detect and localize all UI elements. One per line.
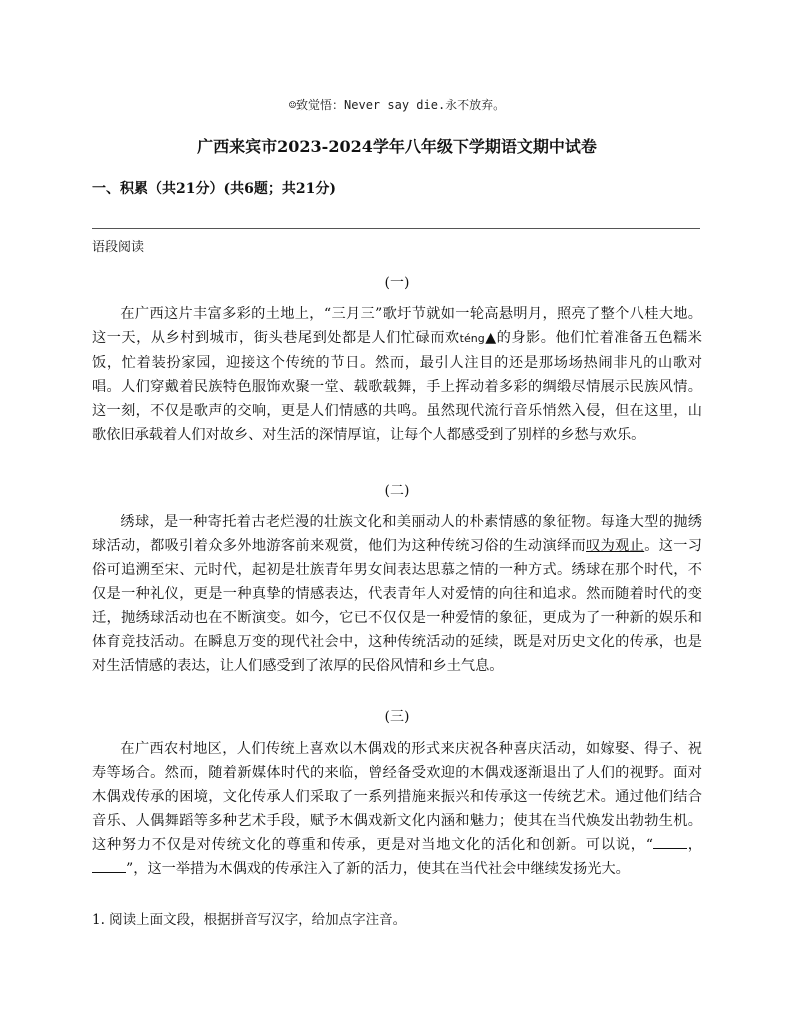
paragraph-1 <box>92 302 702 447</box>
question-1: 1. 阅读上面文段，根据拼音写汉字，给加点字注音。 <box>92 912 407 928</box>
motto-line: ☺致觉悟：Never say die.永不放弃。 <box>288 98 506 112</box>
section-heading: 一、积累（共21分）(共6题；共21分) <box>92 181 336 197</box>
part-number-3: (三) <box>384 709 410 725</box>
page-title: 广西来宾市2023-2024学年八年级下学期语文期中试卷 <box>197 137 597 156</box>
paragraph-3-text-b: ”，这一举措为木偶戏的传承注入了新的活力，使其在当代社会中继续发扬光大。 <box>126 861 630 877</box>
fill-blank-2[interactable] <box>92 858 126 873</box>
blank-separator: ， <box>687 837 702 853</box>
reading-label: 语段阅读 <box>92 240 145 255</box>
paragraph-2 <box>92 510 702 678</box>
paragraph-2-text-b: 。这一习俗可追溯至宋、元时代，起初是壮族青年男女间表达思慕之情的一种方式。绣球在那个时代，不仅是一种礼仪，更是一种真挚的情感表达，代表青年人对爱情的向往和追求。然而随着时代的变迁，抛绣球活动也在不断演变。如今，它已不仅仅是一种爱情的象征，更成为了一种新的娱乐和体育竞技活动。在瞬息万变的现代社会中，这种传统活动的延续，既是对历史文化的传承，也是对生活情感的表达，让人们感受到了浓厚的民俗风情和乡土气息。 <box>92 538 702 674</box>
divider <box>92 228 700 229</box>
part-number-2: (二) <box>384 483 410 499</box>
paragraph-2-text-a: 绣球，是一种寄托着古老烂漫的壮族文化和美丽动人的朴素情感的象征物。每逢大型的抛绣球活动，都吸引着众多外地游客前来观赏，他们为这种传统习俗的生动演绎而 <box>92 514 702 554</box>
paragraph-3 <box>92 737 702 881</box>
part-number-1: (一) <box>384 275 410 291</box>
paragraph-1-text-b: ▲的身影。他们忙着准备五色糯米饭，忙着装扮家园，迎接这个传统的节日。然而，最引人注目的还是那场场热闹非凡的山歌对唱。人们穿戴着民族特色服饰欢聚一堂、载歌载舞，手上挥动着多彩的绸缎尽情展示民族风情。这一刻，不仅是歌声的交响，更是人们情感的共鸣。虽然现代流行音乐悄然入侵，但在这里，山歌依旧承载着人们对故乡、对生活的深情厚谊，让每个人都感受到了别样的乡愁与欢乐。 <box>92 330 702 443</box>
paragraph-1-text-a: 在广西这片丰富多彩的土地上，“三月三”歌圩节就如一轮高悬明月，照亮了整个八桂大地。这一天，从乡村到城市，街头巷尾到处都是人们忙碌而欢 <box>92 306 702 346</box>
paragraph-3-text-a: 在广西农村地区，人们传统上喜欢以木偶戏的形式来庆祝各种喜庆活动，如嫁娶、得子、祝寿等场合。然而，随着新媒体时代的来临，曾经备受欢迎的木偶戏逐渐退出了人们的视野。面对木偶戏传承的困境，文化传承人们采取了一系列措施来振兴和传承这一传统艺术。通过他们结合音乐、人偶舞蹈等多种艺术手段，赋予木偶戏新文化内涵和魅力；使其在当代焕发出勃勃生机。这种努力不仅是对传统文化的尊重和传承，更是对当地文化的活化和创新。可以说，“ <box>92 741 702 853</box>
underlined-phrase: 叹为观止 <box>586 538 645 554</box>
fill-blank-1[interactable] <box>653 834 687 849</box>
pinyin-hint: téng <box>459 332 485 345</box>
